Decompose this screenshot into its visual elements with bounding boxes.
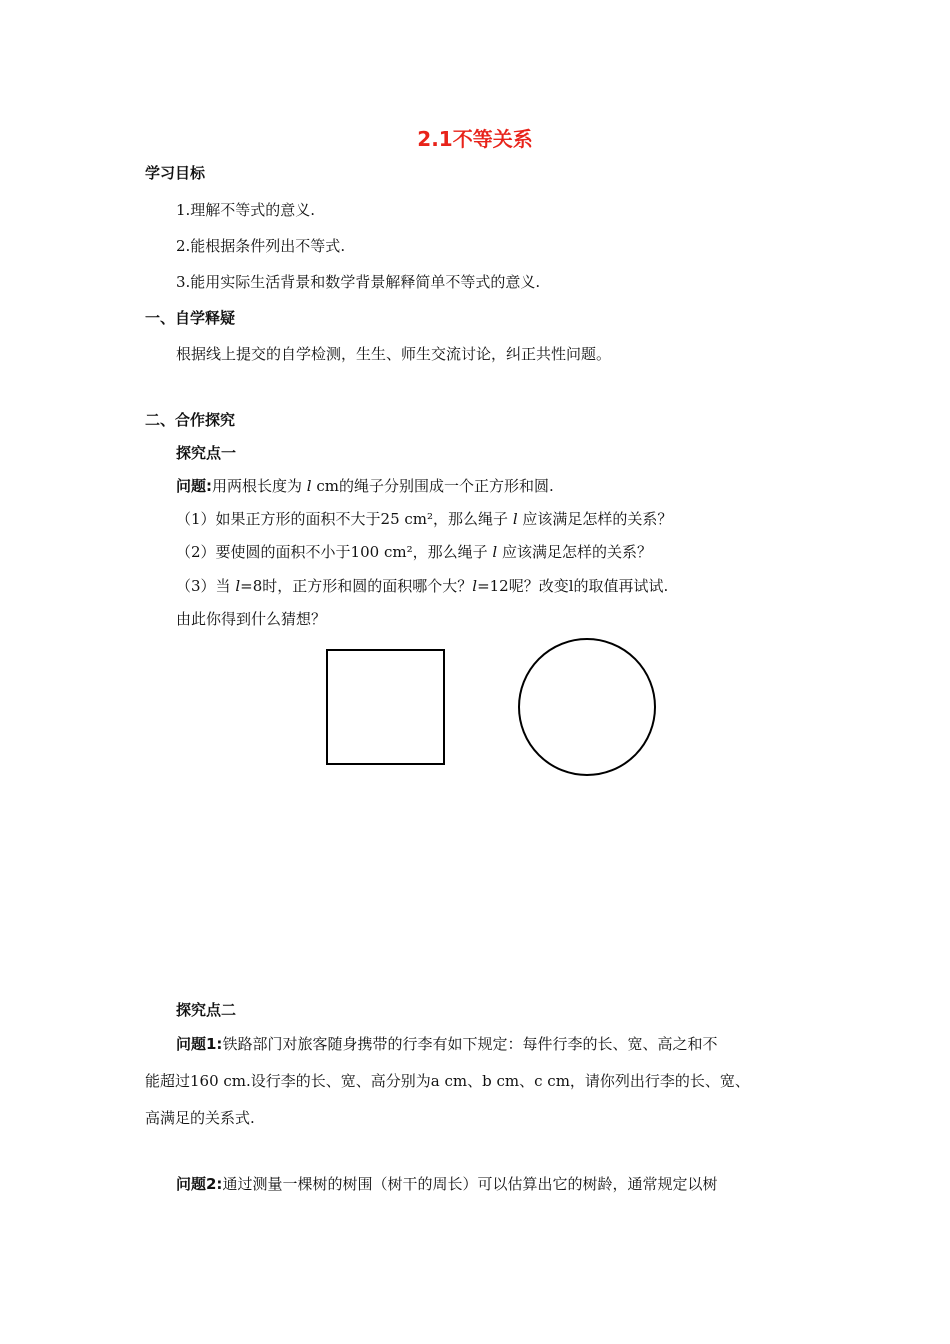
problem-text-post: cm的绳子分别围成一个正方形和圆. (311, 477, 554, 495)
q2-text-pre: （2）要使圆的面积不小于100 cm²，那么绳子 (176, 543, 493, 561)
var-l: l (492, 543, 498, 561)
problem2-label: 问题2: (176, 1175, 223, 1193)
point2-problem1-line2: 能超过160 cm.设行李的长、宽、高分别为a cm、b cm、c cm，请你列出行李的长、宽、 (145, 1072, 750, 1090)
point2-heading: 探究点二 (176, 1001, 237, 1019)
point1-heading: 探究点一 (176, 444, 237, 462)
section2-heading: 二、合作探究 (145, 411, 236, 429)
q2-text-post: 应该满足怎样的关系？ (497, 543, 652, 561)
objectives-heading: 学习目标 (145, 164, 206, 182)
section1-text: 根据线上提交的自学检测，生生、师生交流讨论，纠正共性问题。 (176, 345, 612, 363)
problem1-text-1: 铁路部门对旅客随身携带的行李有如下规定：每件行李的长、宽、高之和不 (222, 1035, 718, 1053)
problem2-text-1: 通过测量一棵树的树围（树干的周长）可以估算出它的树龄，通常规定以树 (222, 1175, 718, 1193)
circle-shape (519, 639, 655, 775)
var-l: l (512, 510, 518, 528)
var-l: l (472, 577, 478, 595)
point2-problem2-line1 (176, 1174, 717, 1194)
point1-question-2 (176, 542, 652, 562)
q3-text-mid1: =8时，正方形和圆的面积哪个大？ (240, 577, 473, 595)
point2-problem1-line1 (176, 1034, 717, 1054)
square-shape (327, 650, 444, 764)
problem-text-pre: 用两根长度为 (212, 477, 307, 495)
point1-question-1 (176, 509, 672, 529)
var-l: l (306, 477, 312, 495)
objective-item-3: 3.能用实际生活背景和数学背景解释简单不等式的意义. (176, 273, 541, 291)
problem1-label: 问题1: (176, 1035, 223, 1053)
shapes-figure (310, 630, 670, 790)
q3-text-pre: （3）当 (176, 577, 236, 595)
section1-heading: 一、自学释疑 (145, 309, 236, 327)
point1-question-4: 由此你得到什么猜想？ (176, 610, 327, 628)
objective-item-1: 1.理解不等式的意义. (176, 201, 316, 219)
q1-text-pre: （1）如果正方形的面积不大于25 cm²，那么绳子 (176, 510, 513, 528)
page-title: 2.1不等关系 (417, 127, 533, 151)
point2-problem1-line3: 高满足的关系式. (145, 1109, 255, 1127)
q1-text-post: 应该满足怎样的关系？ (517, 510, 673, 528)
problem-label: 问题: (176, 477, 212, 495)
q3-text-mid2: =12呢？改变l的取值再试试. (477, 577, 669, 595)
point1-question-3 (176, 576, 668, 596)
point1-problem (176, 476, 554, 496)
objective-item-2: 2.能根据条件列出不等式. (176, 237, 346, 255)
var-l: l (235, 577, 241, 595)
